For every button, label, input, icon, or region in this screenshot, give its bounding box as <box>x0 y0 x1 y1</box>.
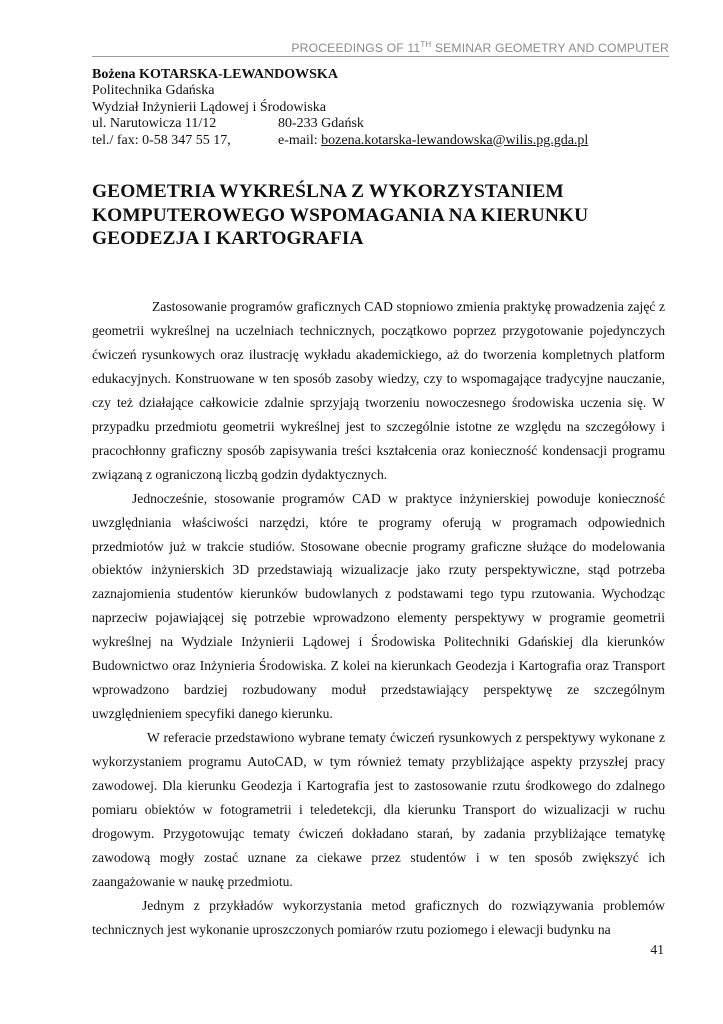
author-block <box>92 67 672 149</box>
author-phone: tel./ fax: 0-58 347 55 17, <box>92 132 231 148</box>
author-address <box>92 116 672 132</box>
running-header <box>92 40 669 57</box>
author-city: 80-233 Gdańsk <box>278 116 364 132</box>
running-header-right: SEMINAR GEOMETRY AND COMPUTER <box>431 41 669 55</box>
paragraph-4: Jednym z przykładów wykorzystania metod graficznych do rozwiązywania problemów technicznych jest wykonanie uproszczonych pomiarów rzutu poziomego i elewacji budynku na <box>92 897 665 937</box>
author-street: ul. Narutowicza 11/12 <box>92 116 217 132</box>
body-text <box>92 295 665 942</box>
author-institution: Politechnika Gdańska <box>92 83 215 99</box>
email-link[interactable]: bozena.kotarska-lewandowska@wilis.pg.gda.pl <box>321 132 589 148</box>
running-header-left: PROCEEDINGS OF 11 <box>291 41 421 55</box>
author-email-block <box>278 133 588 149</box>
running-header-superscript: TH <box>420 40 432 49</box>
paper-title: GEOMETRIA WYKREŚLNA Z WYKORZYSTANIEM KOMPUTEROWEGO WSPOMAGANIA NA KIERUNKU GEODEZJA I KARTOGRAFIA <box>92 181 589 249</box>
email-label: e-mail: <box>278 132 322 148</box>
paragraph-3: W referacie przedstawiono wybrane tematy ćwiczeń rysunkowych z perspektywy wykonane z wykorzystaniem programu AutoCAD, w tym również tematy przybliżające aspekty przyszłej pracy zawodowej. Dla kierunku Geodezja i Kartografia jest to zastosowanie rzutu środkowego do zdalnego pomiaru obiektów w fotogrametrii i teledetekcji, dla kierunku Transport do wizualizacji w ruchu drogowym. Przygotowując tematy ćwiczeń dokładano starań, by zadania przybliżające tematykę zawodową mogły zostać uznane za ciekawe przez studentów i w ten sposób zwiększyć ich zaangażowanie w naukę przedmiotu. <box>92 730 665 889</box>
paragraph-1: Zastosowanie programów graficznych CAD stopniowo zmienia praktykę prowadzenia zajęć z geometrii wykreślnej na uczelniach technicznych, początkowo poprzez przygotowanie pojedynczych ćwiczeń rysunkowych oraz ilustrację wykładu akademickiego, aż do tworzenia kompletnych platform edukacyjnych. Konstruowane w ten sposób zasoby wiedzy, czy to wspomagające tradycyjne nauczanie, czy też działające całkowicie zdalnie sprzyjają tworzeniu nowoczesnego środowiska uczenia się. W przypadku przedmiotu geometrii wykreślnej jest to szczególnie istotne ze względu na szczegółowy i pracochłonny graficzny sposób zapisywania treści kształcenia oraz konieczność kondensacji programu związaną z ograniczoną liczbą godzin dydaktycznych. <box>92 299 665 482</box>
author-faculty: Wydział Inżynierii Lądowej i Środowiska <box>92 99 326 115</box>
author-contact <box>92 133 672 149</box>
paragraph-2: Jednocześnie, stosowanie programów CAD w praktyce inżynierskiej powoduje konieczność uwzględniania właściwości narzędzi, które te programy oferują w programach odpowiednich przedmiotów już w trakcie studiów. Stosowane obecnie programy graficzne służące do modelowania obiektów inżynierskich 3D przedstawiają wizualizacje jako rzuty perspektywiczne, stąd potrzeba zaznajomienia studentów kierunków budowlanych z podstawami tego typu rzutowania. Wychodząc naprzeciw pojawiającej się potrzebie wprowadzono elementy perspektywy w programie geometrii wykreślnej na Wydziale Inżynierii Lądowej i Środowiska Politechniki Gdańskiej dla kierunków Budownictwo oraz Inżynieria Środowiska. Z kolei na kierunkach Geodezja i Kartografia oraz Transport wprowadzono bardziej rozbudowany moduł przedstawiający perspektywę ze szczególnym uwzględnieniem specyfiki danego kierunku. <box>92 490 665 722</box>
author-name: Bożena KOTARSKA-LEWANDOWSKA <box>92 67 338 82</box>
page-number: 41 <box>650 942 664 957</box>
